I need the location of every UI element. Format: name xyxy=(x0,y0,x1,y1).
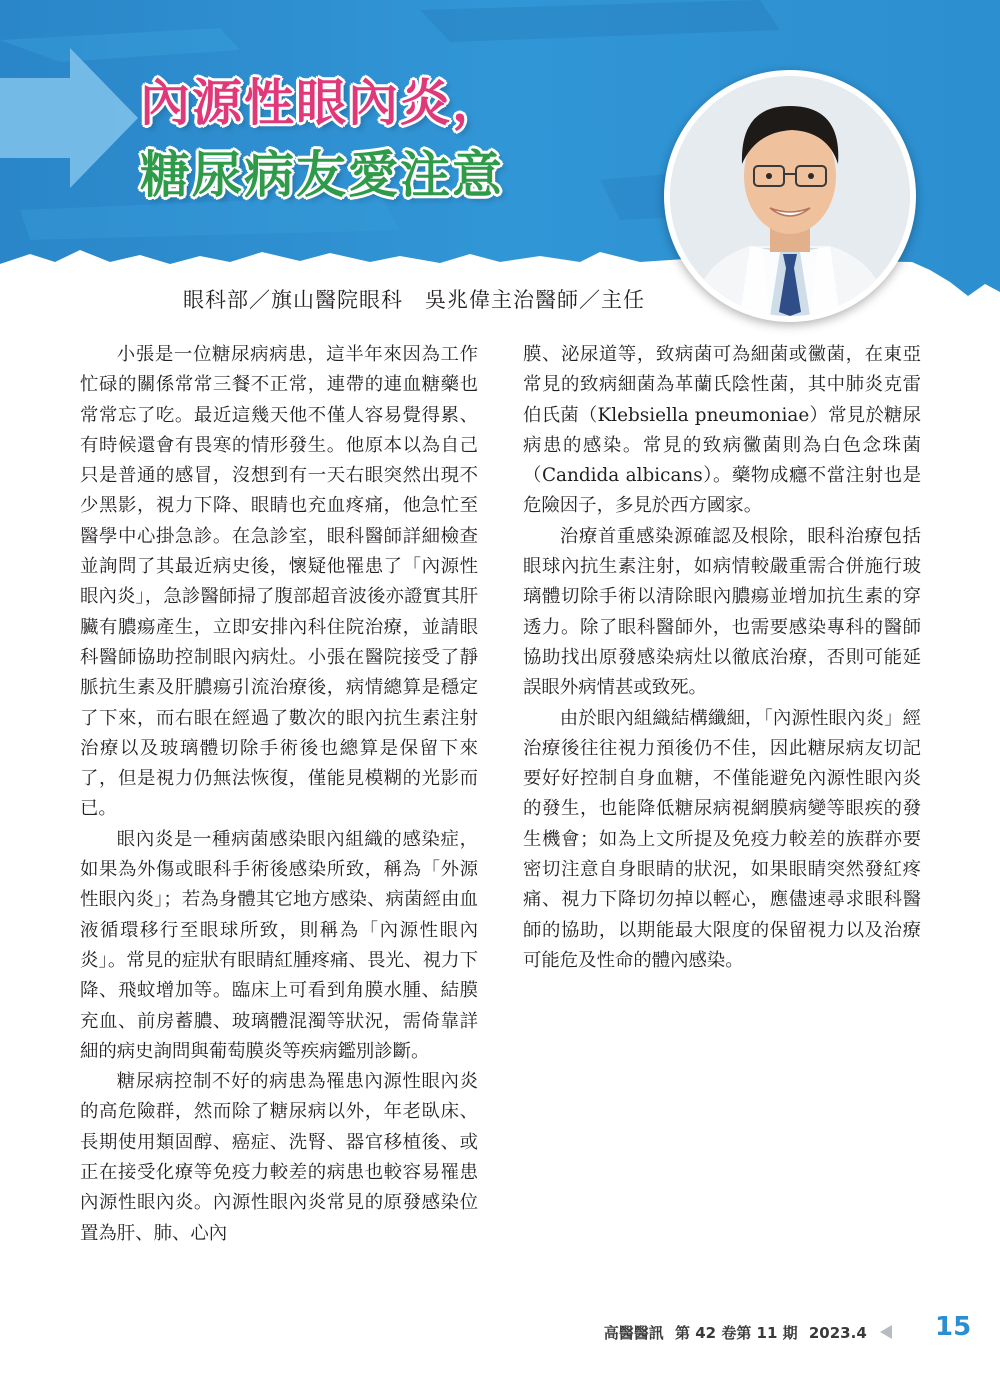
volume-issue: 第 42 卷第 11 期 xyxy=(675,1324,798,1342)
article-column-left xyxy=(80,340,478,1249)
journal-name: 高醫醫訊 xyxy=(603,1324,664,1342)
title-line-1: 內源性眼內炎， xyxy=(140,74,504,132)
paragraph: 膜、泌尿道等，致病菌可為細菌或黴菌，在東亞常見的致病細菌為革蘭氏陰性菌，其中肺炎克雷伯氏菌（Klebsiella pneumoniae）常見於糖尿病患的感染。常見的致病黴菌則為白色念珠菌（Candida albicans）。藥物成癮不當注射也是危險因子，多見於西方國家。 xyxy=(523,344,921,517)
paragraph: 小張是一位糖尿病病患，這半年來因為工作忙碌的關係常常三餐不正常，連帶的連血糖藥也常常忘了吃。最近這幾天他不僅人容易覺得累、有時候還會有畏寒的情形發生。他原本以為自己只是普通的感冒，沒想到有一天右眼突然出現不少黑影，視力下降、眼睛也充血疼痛，他急忙至醫學中心掛急診。在急診室，眼科醫師詳細檢查並詢問了其最近病史後，懷疑他罹患了「內源性眼內炎」，急診醫師掃了腹部超音波後亦證實其肝臟有膿瘍產生，立即安排內科住院治療，並請眼科醫師協助控制眼內病灶。小張在醫院接受了靜脈抗生素及肝膿瘍引流治療後，病情總算是穩定了下來，而右眼在經過了數次的眼內抗生素注射治療以及玻璃體切除手術後也總算是保留下來了，但是視力仍無法恢復，僅能見模糊的光影而已。 xyxy=(80,344,478,820)
left-triangle-icon xyxy=(880,1325,892,1339)
paragraph: 糖尿病控制不好的病患為罹患內源性眼內炎的高危險群，然而除了糖尿病以外，年老臥床、長期使用類固醇、癌症、洗腎、器官移植後、或正在接受化療等免疫力較差的病患也較容易罹患內源性眼內炎。內源性眼內炎常見的原發感染位置為肝、肺、心內 xyxy=(80,1071,478,1244)
page-footer xyxy=(598,1322,892,1343)
issue-date: 2023.4 xyxy=(808,1324,867,1342)
article-column-right xyxy=(523,340,921,976)
title-line-2: 糖尿病友愛注意 xyxy=(140,146,504,204)
doctor-portrait xyxy=(664,70,916,322)
paragraph: 治療首重感染源確認及根除，眼科治療包括眼球內抗生素注射，如病情較嚴重需合併施行玻璃體切除手術以清除眼內膿瘍並增加抗生素的穿透力。除了眼科醫師外，也需要感染專科的醫師協助找出原發感染病灶以徹底治療，否則可能延誤眼外病情甚或致死。 xyxy=(523,525,921,699)
paragraph: 由於眼內組織結構纖細，「內源性眼內炎」經治療後往往視力預後仍不佳，因此糖尿病友切記要好好控制自身血糖，不僅能避免內源性眼內炎的發生，也能降低糖尿病視網膜病變等眼疾的發生機會；如為上文所提及免疫力較差的族群亦要密切注意自身眼睛的狀況，如果眼睛突然發紅疼痛、視力下降切勿掉以輕心，應儘速尋求眼科醫師的協助，以期能最大限度的保留視力以及治療可能危及性命的體內感染。 xyxy=(523,707,921,971)
page-number: 15 xyxy=(935,1312,972,1342)
author-byline: 眼科部／旗山醫院眼科 吳兆偉主治醫師／主任 xyxy=(183,288,645,312)
paragraph: 眼內炎是一種病菌感染眼內組織的感染症，如果為外傷或眼科手術後感染所致，稱為「外源性眼內炎」；若為身體其它地方感染、病菌經由血液循環移行至眼球所致，則稱為「內源性眼內炎」。常見的症狀有眼睛紅腫疼痛、畏光、視力下降、飛蚊增加等。臨床上可看到角膜水腫、結膜充血、前房蓄膿、玻璃體混濁等狀況，需倚靠詳細的病史詢問與葡萄膜炎等疾病鑑別診斷。 xyxy=(80,828,478,1062)
